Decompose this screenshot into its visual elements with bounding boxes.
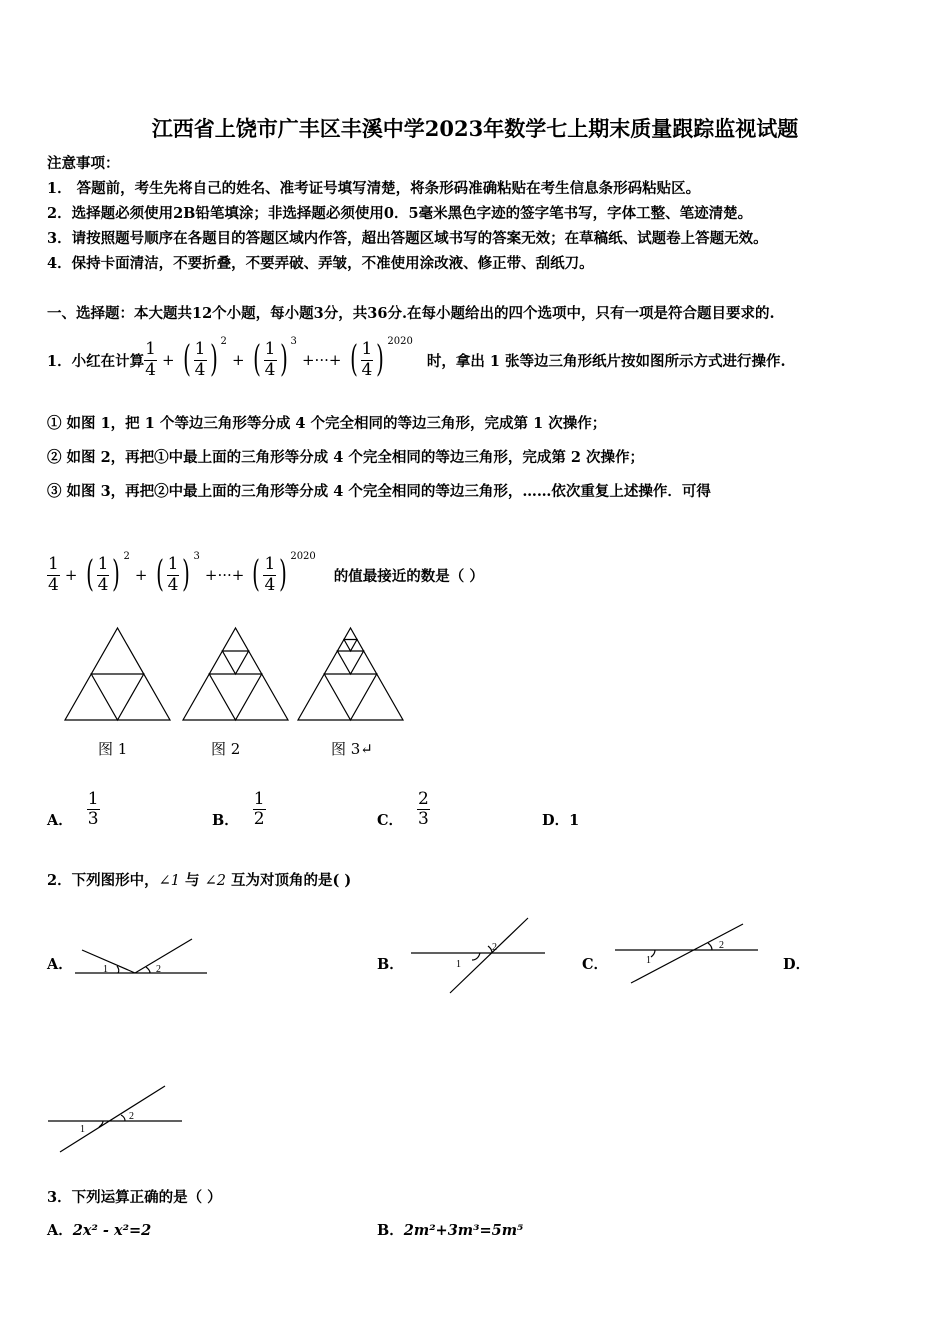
notice-item-3: 3．请按照题号顺序在各题目的答题区域内作答，超出答题区域书写的答案无效；在草稿纸、试题卷上答题无效。 (47, 230, 768, 247)
q1-stem (47, 330, 786, 390)
q3-stem: 3．下列运算正确的是（ ） (47, 1189, 222, 1206)
figure-label-2: 图 2 (211, 740, 241, 758)
q1-suffix: 时，拿出 1 张等边三角形纸片按如图所示方式进行操作. (426, 352, 786, 370)
notice-heading: 注意事项： (47, 155, 120, 172)
svg-text:2: 2 (129, 1111, 134, 1122)
svg-text:2: 2 (156, 964, 161, 975)
q1-option-c[interactable]: C． $\frac{2}{3}$ (377, 788, 429, 830)
q1-frac-1: $\frac{1}{4}$ (145, 338, 156, 380)
q1-option-a[interactable]: A． $\frac{1}{3}$ (47, 788, 99, 830)
figure-label-3: 图 3↵ (331, 740, 373, 758)
q2-diagram-d (45, 1082, 185, 1154)
q1-tail: 的值最接近的数是（ ） (333, 567, 484, 585)
q1-option-b[interactable]: B． $\frac{1}{2}$ (212, 788, 265, 830)
svg-text:1: 1 (103, 964, 108, 975)
triangle-figure-2 (183, 628, 288, 720)
q2-option-d-label[interactable]: D． (783, 956, 811, 973)
svg-text:2: 2 (719, 940, 724, 951)
q2-diagram-a (70, 935, 210, 980)
svg-text:1: 1 (80, 1124, 85, 1135)
q1-prefix: 1．小红在计算 (47, 352, 145, 370)
q1-option-d[interactable]: D．1 (542, 812, 580, 829)
triangle-figure-3 (298, 628, 403, 720)
svg-text:2: 2 (492, 942, 497, 953)
q2-diagram-b (408, 915, 548, 995)
triangle-figure-1 (65, 628, 170, 720)
notice-item-2: 2．选择题必须使用2B铅笔填涂；非选择题必须使用0．5毫米黑色字迹的签字笔书写，字体工整、笔迹清楚。 (47, 205, 753, 222)
q1-sum-expression-2: $\frac{1}{4}$ + ( $\frac{1}{4}$ ) $^2$ + ( $\frac{1}{4}$ ) $^3$ +···+ ( $\frac{1}{4}$ ) $^{2020}$ (48, 551, 316, 595)
q2-option-b-label[interactable]: B． (377, 956, 404, 973)
q1-tail-line (47, 543, 484, 607)
q1-triangle-figures (60, 625, 405, 725)
figure-label-1: 图 1 (98, 740, 128, 758)
notice-item-1: 1． 答题前，考生先将自己的姓名、准考证号填写清楚，将条形码准确粘贴在考生信息条形码粘贴区。 (47, 180, 701, 197)
q1-step-2: ② 如图 2，再把①中最上面的三角形等分成 4 个完全相同的等边三角形，完成第 2 次操作； (47, 449, 645, 466)
q2-option-a-label[interactable]: A． (47, 956, 73, 973)
svg-text:1: 1 (456, 959, 461, 970)
q3-option-a[interactable]: A．2x² - x²=2 (47, 1222, 152, 1239)
q1-step-3: ③ 如图 3，再把②中最上面的三角形等分成 4 个完全相同的等边三角形，……依次重复上述操作．可得 (47, 483, 711, 500)
q3-option-b[interactable]: B．2m²+3m³=5m⁵ (377, 1222, 524, 1239)
svg-text:1: 1 (646, 955, 651, 966)
section-heading: 一、选择题：本大题共12个小题，每小题3分，共36分.在每小题给出的四个选项中，只有一项是符合题目要求的. (47, 305, 775, 322)
q1-sum-expression: $\frac{1}{4}$ + ( $\frac{1}{4}$ ) $^2$ + ( $\frac{1}{4}$ ) $^3$ +···+ ( $\frac{1}{4}$ ) $^{2020}$ (145, 336, 413, 380)
page-title: 江西省上饶市广丰区丰溪中学2023年数学七上期末质量跟踪监视试题 (151, 116, 799, 141)
q2-option-c-label[interactable]: C． (582, 956, 609, 973)
q2-stem: 2．下列图形中，∠1 与 ∠2 互为对顶角的是( ) (47, 872, 352, 889)
q1-step-1: ① 如图 1，把 1 个等边三角形等分成 4 个完全相同的等边三角形，完成第 1 次操作； (47, 415, 607, 432)
q2-diagram-c (613, 920, 763, 986)
notice-item-4: 4．保持卡面清洁，不要折叠，不要弄破、弄皱，不准使用涂改液、修正带、刮纸刀。 (47, 255, 594, 272)
